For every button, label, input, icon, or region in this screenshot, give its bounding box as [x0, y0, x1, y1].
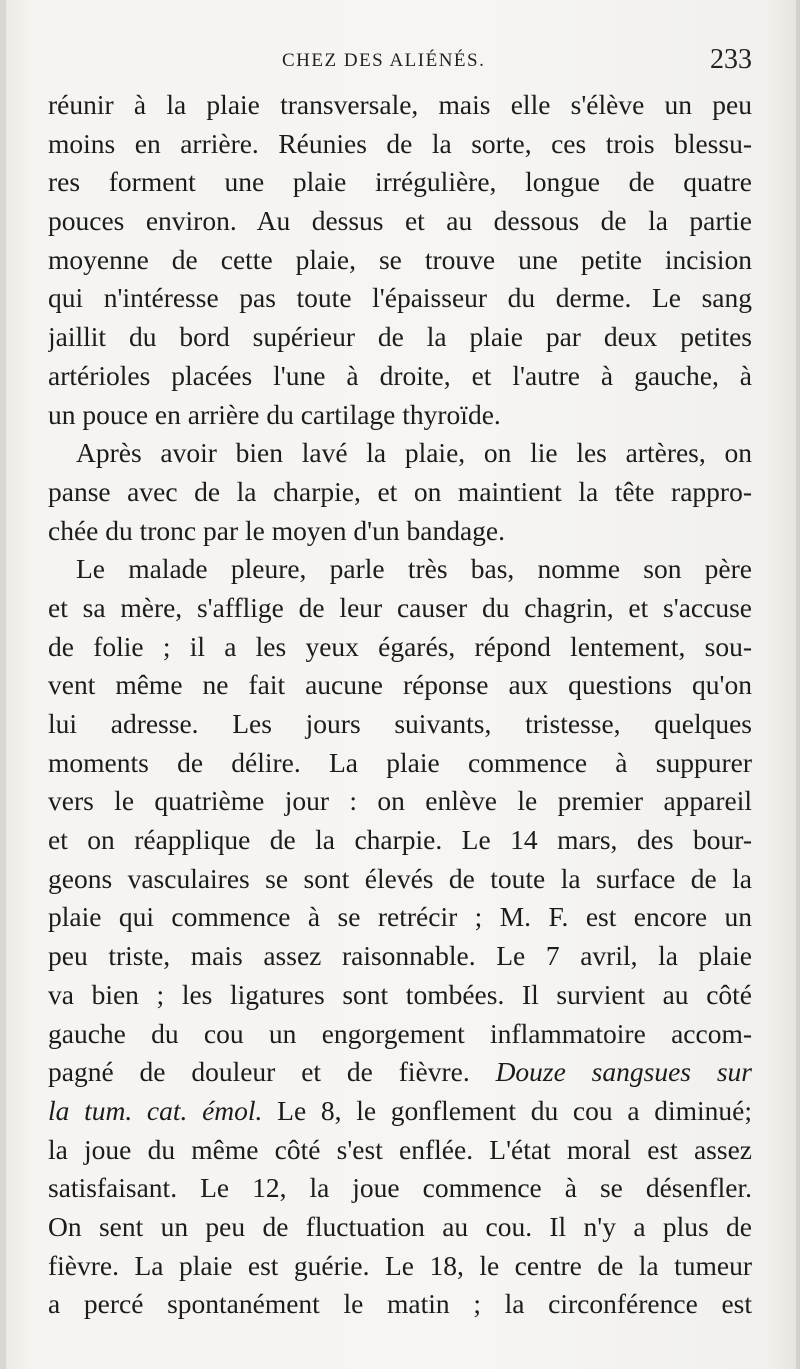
- italic-prescription: la tum. cat. émol.: [48, 1094, 263, 1126]
- text-line: de folie ; il a les yeux égarés, répond lentement, sou-: [48, 630, 752, 662]
- page-header: [48, 44, 752, 80]
- text-line: artérioles placées l'une à droite, et l'autre à gauche, à: [48, 359, 752, 391]
- text-line-paragraph-start: Le malade pleure, parle très bas, nomme son père: [76, 553, 752, 585]
- text-line: lui adresse. Les jours suivants, tristesse, quelques: [48, 708, 752, 739]
- text-line: et sa mère, s'afflige de leur causer du chagrin, et s'accuse: [48, 591, 752, 623]
- page-number: 233: [710, 44, 752, 75]
- text-line-with-italic: [48, 1053, 752, 1092]
- text-line: moments de délire. La plaie commence à suppurer: [48, 746, 752, 778]
- text-line: satisfaisant. Le 12, la joue commence à se désenfler.: [48, 1172, 752, 1204]
- text-segment: Le 8, le gonflement du cou a diminué;: [277, 1094, 752, 1126]
- text-line: et on réapplique de la charpie. Le 14 mars, des bour-: [48, 824, 752, 856]
- text-line-paragraph-start: Après avoir bien lavé la plaie, on lie les artères, on: [76, 437, 752, 469]
- text-line-paragraph-end: un pouce en arrière du cartilage thyroïde.: [48, 398, 501, 430]
- page-edge-left: [0, 0, 6, 1369]
- text-line: réunir à la plaie transversale, mais elle s'élève un peu: [48, 89, 752, 120]
- text-line: vers le quatrième jour : on enlève le premier appareil: [48, 785, 752, 817]
- page-edge-right: [796, 0, 800, 1369]
- running-title: CHEZ DES ALIÉNÉS.: [282, 50, 486, 71]
- text-line: moins en arrière. Réunies de la sorte, ces trois blessu-: [48, 127, 752, 159]
- text-line-paragraph-end: chée du tronc par le moyen d'un bandage.: [48, 514, 505, 546]
- text-line: la joue du même côté s'est enflée. L'état moral est assez: [48, 1133, 752, 1165]
- text-line: vent même ne fait aucune réponse aux questions qu'on: [48, 669, 752, 701]
- body-text: [48, 86, 752, 1324]
- text-line: jaillit du bord supérieur de la plaie par deux petites: [48, 321, 752, 353]
- text-line: peu triste, mais assez raisonnable. Le 7 avril, la plaie: [48, 940, 752, 972]
- text-line: geons vasculaires se sont élevés de toute la surface de la: [48, 862, 752, 894]
- italic-prescription: Douze sangsues sur: [495, 1056, 752, 1088]
- text-line: res forment une plaie irrégulière, longue de quatre: [48, 166, 752, 198]
- text-line: fièvre. La plaie est guérie. Le 18, le centre de la tumeur: [48, 1249, 752, 1281]
- text-line: va bien ; les ligatures sont tombées. Il survient au côté: [48, 978, 752, 1010]
- text-line: pouces environ. Au dessus et au dessous de la partie: [48, 205, 752, 237]
- text-line-with-italic: [48, 1092, 752, 1131]
- text-line: panse avec de la charpie, et on maintient la tête rappro-: [48, 475, 752, 507]
- text-line: moyenne de cette plaie, se trouve une petite incision: [48, 243, 752, 275]
- text-line: qui n'intéresse pas toute l'épaisseur du derme. Le sang: [48, 282, 752, 314]
- text-line: On sent un peu de fluctuation au cou. Il n'y a plus de: [48, 1210, 752, 1242]
- text-line: plaie qui commence à se retrécir ; M. F. est encore un: [48, 901, 752, 933]
- text-line: a percé spontanément le matin ; la circonférence est: [48, 1288, 752, 1320]
- text-segment: pagné de douleur et de fièvre.: [48, 1056, 470, 1088]
- text-line: gauche du cou un engorgement inflammatoire accom-: [48, 1017, 752, 1049]
